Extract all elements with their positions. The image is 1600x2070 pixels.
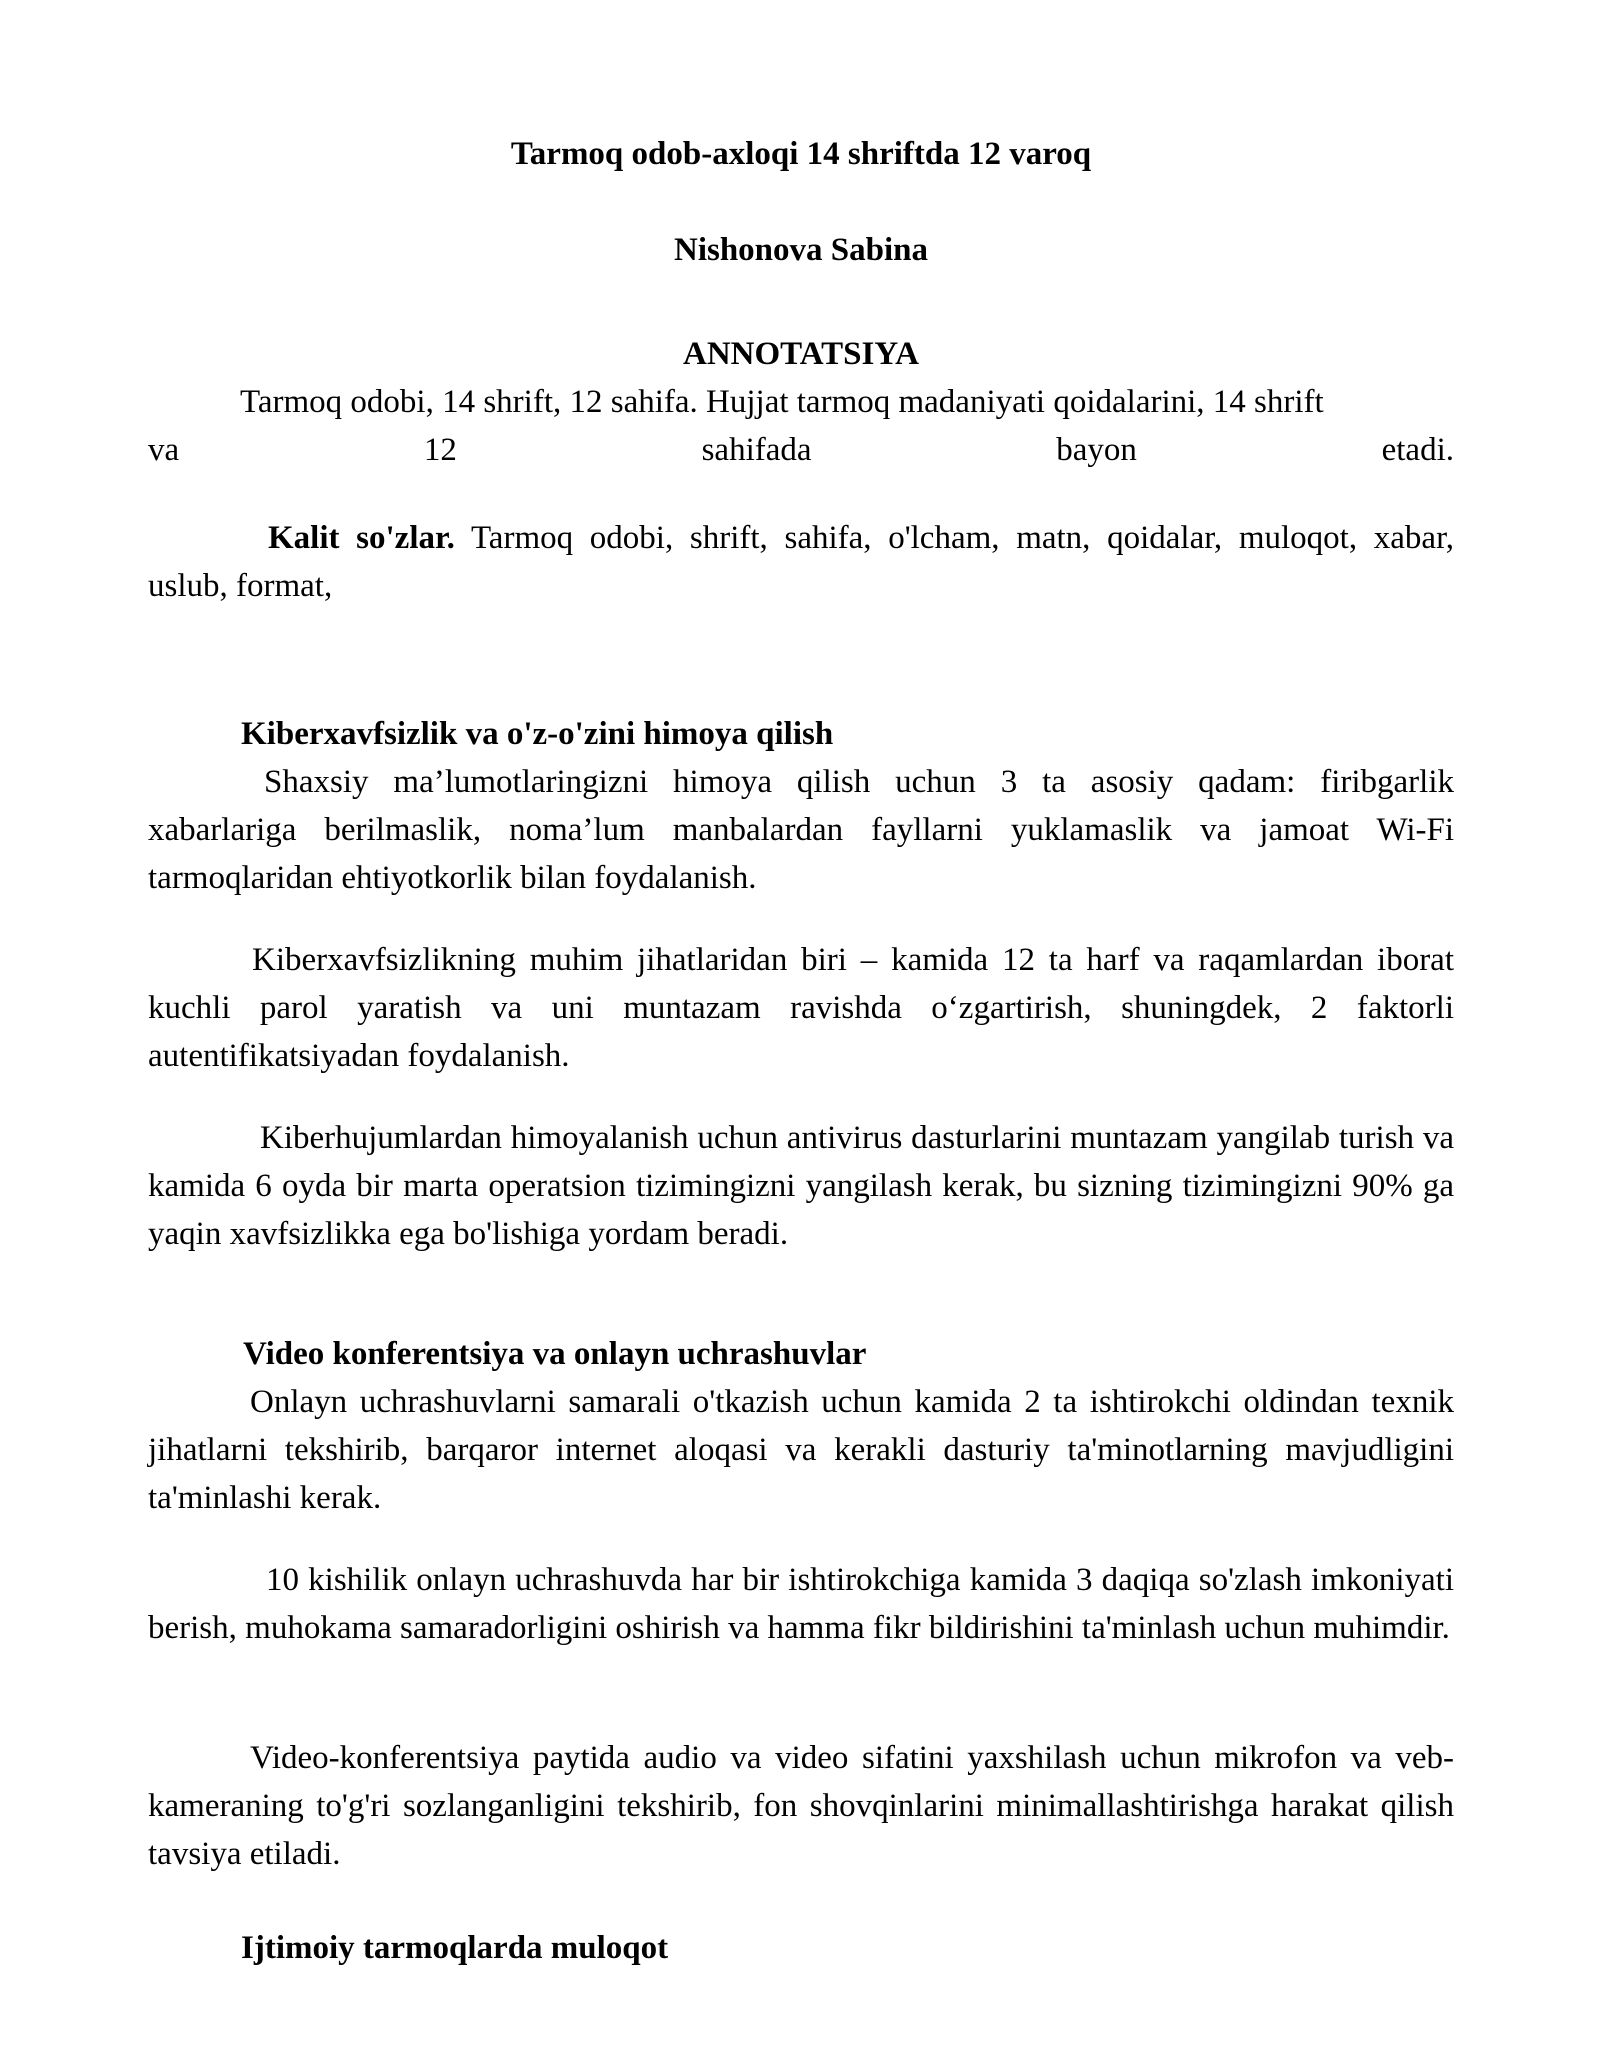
keywords-paragraph	[148, 514, 1454, 610]
section-heading-cybersecurity: Kiberxavfsizlik va o'z-o'zini himoya qilish	[241, 716, 834, 752]
abstract-line-2: va 12 sahifada bayon etadi.	[148, 432, 1454, 468]
author-name: Nishonova Sabina	[673, 232, 929, 268]
abstract-line-1: Tarmoq odobi, 14 shrift, 12 sahifa. Hujjat tarmoq madaniyati qoidalarini, 14 shrift	[240, 384, 1324, 420]
paragraph: Kiberhujumlardan himoyalanish uchun antivirus dasturlarini muntazam yangilab turish va kamida 6 oyda bir marta operatsion tizimingizni yangilash kerak, bu sizning tizimingizni 90% ga yaqin xavfsizlikka ega bo'lishiga yordam beradi.	[148, 1120, 1454, 1252]
section-heading-video-conference: Video konferentsiya va onlayn uchrashuvlar	[243, 1336, 867, 1372]
paragraph: Shaxsiy ma’lumotlaringizni himoya qilish uchun 3 ta asosiy qadam: firibgarlik xabarlariga berilmaslik, noma’lum manbalardan fayllarni yuklamaslik va jamoat Wi-Fi tarmoqlaridan ehtiyotkorlik bilan foydalanish.	[148, 764, 1454, 896]
keywords-text: Tarmoq odobi, shrift, sahifa, o'lcham, matn, qoidalar, muloqot, xabar, uslub, format,	[148, 520, 1454, 604]
paragraph: Onlayn uchrashuvlarni samarali o'tkazish uchun kamida 2 ta ishtirokchi oldindan texnik jihatlarni tekshirib, barqaror internet aloqasi va kerakli dasturiy ta'minotlarning mavjudligini ta'minlashi kerak.	[148, 1384, 1454, 1516]
paragraph: 10 kishilik onlayn uchrashuvda har bir ishtirokchiga kamida 3 daqiqa so'zlash imkoniyati berish, muhokama samaradorligini oshirish va hamma fikr bildirishini ta'minlash uchun muhimdir.	[148, 1562, 1454, 1646]
section-heading-social-networks: Ijtimoiy tarmoqlarda muloqot	[241, 1930, 669, 1966]
abstract-heading: ANNOTATSIYA	[683, 336, 919, 372]
document-title: Tarmoq odob-axloqi 14 shriftda 12 varoq	[510, 136, 1092, 172]
paragraph: Kiberxavfsizlikning muhim jihatlaridan biri – kamida 12 ta harf va raqamlardan iborat kuchli parol yaratish va uni muntazam ravishda o‘zgartirish, shuningdek, 2 faktorli autentifikatsiyadan foydalanish.	[148, 942, 1454, 1074]
keywords-label: Kalit so'zlar.	[268, 520, 455, 556]
paragraph: Video-konferentsiya paytida audio va video sifatini yaxshilash uchun mikrofon va veb-kameraning to'g'ri sozlanganligini tekshirib, fon shovqinlarini minimallashtirishga harakat qilish tavsiya etiladi.	[148, 1740, 1454, 1872]
